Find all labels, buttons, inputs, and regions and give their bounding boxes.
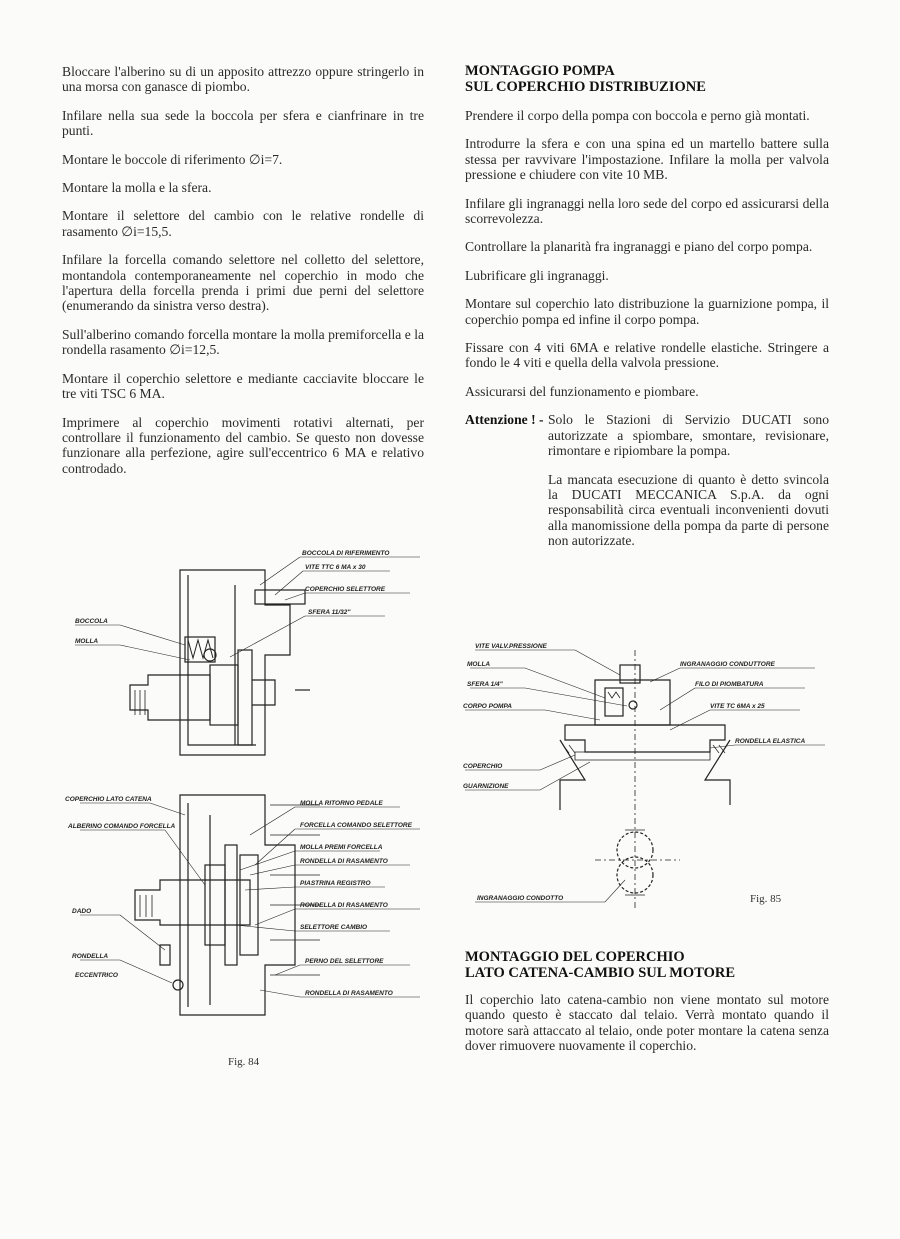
figure-85 — [455, 640, 835, 920]
attention-label: Attenzione ! - — [465, 412, 544, 428]
label-selettore: SELETTORE CAMBIO — [300, 924, 368, 931]
label-vite-valvola: VITE VALV.PRESSIONE — [475, 643, 547, 650]
paragraph: Montare il coperchio selettore e mediante cacciavite bloccare le tre viti TSC 6 MA. — [62, 370, 424, 402]
label-ingranaggio-condotto: INGRANAGGIO CONDOTTO — [477, 895, 564, 902]
paragraph: Infilare nella sua sede la boccola per sfera e cianfrinare in tre punti. — [62, 107, 424, 139]
paragraph: Il coperchio lato catena-cambio non viene montato sul motore quando questo è staccato dal telaio. Verrà montato quando il motore sarà attaccato al telaio, onde poter montare la catena senza dover rimuovere nuovamente il coperchio. — [465, 992, 829, 1054]
right-column — [465, 64, 829, 562]
paragraph: Introdurre la sfera e con una spina ed un martello battere sulla stessa per ravvivare l'impostazione. Infilare la molla per valvola pressione e chiudere con vite 10 MB. — [465, 136, 829, 183]
label-boccola-riferimento: BOCCOLA DI RIFERIMENTO — [302, 550, 390, 557]
label-molla-ritorno: MOLLA RITORNO PEDALE — [300, 800, 383, 807]
figure-84-caption: Fig. 84 — [228, 1056, 260, 1068]
figure-85-caption: Fig. 85 — [750, 893, 782, 905]
paragraph: Prendere il corpo della pompa con boccola e perno già montati. — [465, 108, 810, 123]
label-coperchio: COPERCHIO — [463, 763, 503, 770]
paragraph: Infilare la forcella comando selettore nel colletto del selettore, montandola contemporaneamente nel coperchio in modo che l'apertura della forcella prenda i primi due perni del selettore (enumerando da sinistra verso destra). — [62, 252, 424, 314]
attention-text-2: La mancata esecuzione di quanto è detto svincola la DUCATI MECCANICA S.p.A. da ogni responsabilità circa eventuali inconvenienti dovuti alla manomissione della pompa da parte di persone non autorizzate. — [548, 471, 829, 549]
section-heading-2: MONTAGGIO DEL COPERCHIO LATO CATENA-CAMBIO SUL MOTORE — [465, 949, 736, 981]
label-vite-tc: VITE TC 6MA x 25 — [710, 703, 765, 710]
paragraph: Lubrificare gli ingranaggi. — [465, 267, 609, 283]
label-rondella-rasamento-1: RONDELLA DI RASAMENTO — [300, 858, 388, 865]
gearbox-selector-drawing — [60, 545, 445, 1025]
label-ingranaggio-conduttore: INGRANAGGIO CONDUTTORE — [680, 661, 775, 668]
label-coperchio-selettore: COPERCHIO SELETTORE — [305, 586, 386, 593]
paragraph: Bloccare l'alberino su di un apposito attrezzo oppure stringerlo in una morsa con ganasce di piombo. — [62, 64, 424, 95]
paragraph: Infilare gli ingranaggi nella loro sede del corpo ed assicurarsi della scorrevolezza. — [465, 195, 829, 227]
attention-text: Solo le Stazioni di Servizio DUCATI sono autorizzate a spiombare, smontare, revisionare, rimontare e ripiombare la pompa. — [548, 412, 829, 459]
figure-84 — [60, 545, 445, 1025]
paragraph: Montare la molla e la sfera. — [62, 180, 212, 196]
paragraph: Sull'alberino comando forcella montare la molla premiforcella e la rondella rasamento ∅i=12,5. — [62, 326, 424, 358]
label-rondella-rasamento-2: RONDELLA DI RASAMENTO — [300, 902, 388, 909]
label-rondella: RONDELLA — [72, 953, 109, 960]
label-rondella-elastica: RONDELLA ELASTICA — [735, 738, 806, 745]
label-perno: PERNO DEL SELETTORE — [305, 958, 384, 965]
label-piastrina: PIASTRINA REGISTRO — [300, 880, 371, 887]
paragraph: Imprimere al coperchio movimenti rotativi alternati, per controllare il funzionamento del cambio. Se questo non dovesse funzionare alla perfezione, agire sull'eccentrico 6 MA e relativo controdado. — [62, 414, 424, 476]
label-vite-tsc: VITE TTC 6 MA x 30 — [305, 564, 366, 571]
oil-pump-drawing — [455, 640, 835, 920]
label-rondella-rasamento-3: RONDELLA DI RASAMENTO — [305, 990, 393, 997]
final-paragraph — [465, 992, 829, 1054]
label-coperchio-lato-catena: COPERCHIO LATO CATENA — [65, 796, 152, 803]
label-sfera: SFERA 11/32" — [308, 609, 351, 616]
paragraph: Montare le boccole di riferimento ∅i=7. — [62, 151, 283, 167]
label-boccola: BOCCOLA — [75, 618, 108, 625]
paragraph: Controllare la planarità fra ingranaggi e piano del corpo pompa. — [465, 239, 813, 255]
label-guarnizione: GUARNIZIONE — [463, 783, 509, 790]
label-forcella-comando: FORCELLA COMANDO SELETTORE — [300, 822, 412, 829]
section-heading: MONTAGGIO POMPA SUL COPERCHIO DISTRIBUZIONE — [465, 63, 706, 95]
label-corpo-pompa: CORPO POMPA — [463, 703, 512, 710]
label-filo-piombatura: FILO DI PIOMBATURA — [695, 681, 764, 688]
attention-note — [465, 412, 829, 561]
label-dado: DADO — [72, 908, 92, 915]
label-alberino: ALBERINO COMANDO FORCELLA — [68, 823, 176, 830]
label-molla: MOLLA — [75, 638, 99, 645]
label-sfera: SFERA 1/4" — [467, 681, 503, 688]
paragraph: Montare sul coperchio lato distribuzione la guarnizione pompa, il coperchio pompa ed infine il corpo pompa. — [465, 296, 829, 327]
paragraph: Assicurarsi del funzionamento e piombare. — [465, 383, 699, 399]
paragraph: Fissare con 4 viti 6MA e relative rondelle elastiche. Stringere a fondo le 4 viti e quella della valvola pressione. — [465, 340, 829, 371]
label-eccentrico: ECCENTRICO — [75, 972, 118, 979]
label-molla: MOLLA — [467, 661, 491, 668]
label-molla-premi: MOLLA PREMI FORCELLA — [300, 844, 383, 851]
paragraph: Montare il selettore del cambio con le relative rondelle di rasamento ∅i=15,5. — [62, 208, 424, 239]
left-column — [62, 64, 424, 489]
